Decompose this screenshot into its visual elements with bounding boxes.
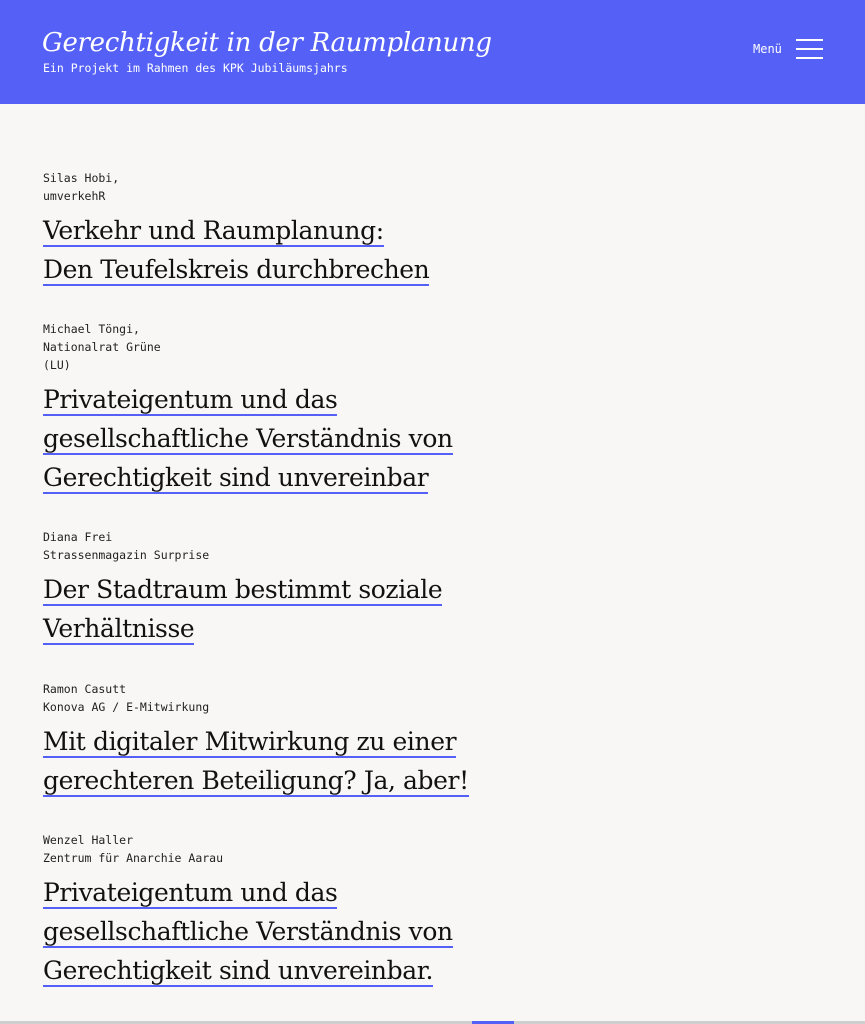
site-subtitle: Ein Projekt im Rahmen des KPK Jubiläumsjahrs	[43, 61, 348, 75]
author-name: Michael Töngi,	[43, 322, 140, 336]
article-title-line[interactable]: gesellschaftliche Verständnis von	[43, 917, 453, 946]
hamburger-icon	[796, 38, 823, 60]
article-title-line[interactable]: Verkehr und Raumplanung:	[43, 216, 384, 245]
author-name: Ramon Casutt	[43, 682, 127, 696]
article-title-line[interactable]: Gerechtigkeit sind unvereinbar	[43, 463, 429, 492]
menu-label: Menü	[753, 42, 782, 56]
article-title-line[interactable]: Der Stadtraum bestimmt soziale	[43, 575, 443, 604]
article-title-line[interactable]: gesellschaftliche Verständnis von	[43, 424, 453, 453]
author-organization: umverkehR	[43, 189, 106, 203]
author-organization: Strassenmagazin Surprise	[43, 548, 210, 562]
article-item	[43, 680, 513, 800]
article-title-link[interactable]	[43, 570, 513, 648]
site-header	[0, 0, 865, 104]
article-item	[43, 320, 513, 497]
article-item	[43, 169, 513, 289]
article-title-link[interactable]	[43, 380, 513, 497]
site-title[interactable]: Gerechtigkeit in der Raumplanung	[42, 28, 492, 58]
article-title-line[interactable]: Gerechtigkeit sind unvereinbar.	[43, 956, 434, 985]
menu-button[interactable]	[746, 34, 828, 64]
article-title-link[interactable]	[43, 722, 513, 800]
article-title-link[interactable]	[43, 211, 513, 289]
article-title-line[interactable]: Den Teufelskreis durchbrechen	[43, 255, 430, 284]
article-title-line[interactable]: Privateigentum und das	[43, 385, 338, 414]
article-item	[43, 528, 513, 648]
author-organization: Nationalrat Grüne	[43, 340, 161, 354]
article-title-line[interactable]: Privateigentum und das	[43, 878, 338, 907]
article-title-line[interactable]: Verhältnisse	[43, 614, 195, 643]
author-organization: Zentrum für Anarchie Aarau	[43, 851, 224, 865]
article-title-line[interactable]: Mit digitaler Mitwirkung zu einer	[43, 727, 457, 756]
author-name: Silas Hobi,	[43, 171, 120, 185]
article-title-link[interactable]	[43, 873, 513, 990]
author-extra: (LU)	[43, 358, 71, 372]
article-item	[43, 831, 513, 990]
article-title-line[interactable]: gerechteren Beteiligung? Ja, aber!	[43, 766, 469, 795]
author-organization: Konova AG / E-Mitwirkung	[43, 700, 210, 714]
author-name: Wenzel Haller	[43, 833, 134, 847]
author-name: Diana Frei	[43, 530, 113, 544]
